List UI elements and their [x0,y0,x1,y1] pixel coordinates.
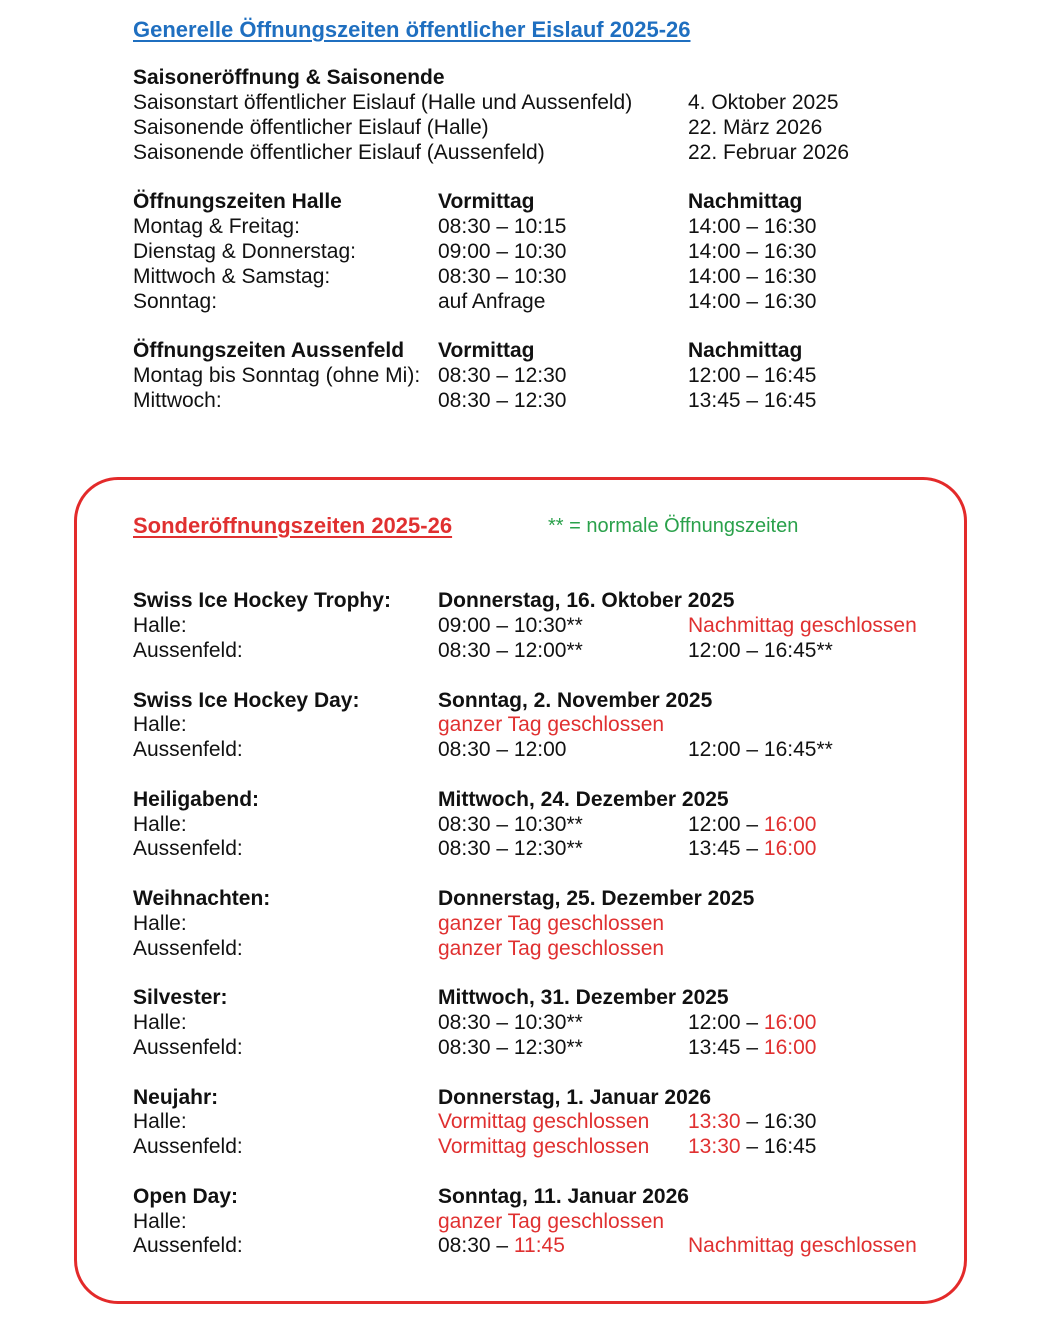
halle-afternoon: 14:00 – 16:30 [688,240,817,263]
afternoon-end-changed: 16:00 [763,813,817,836]
afternoon-end-changed: 16:00 [763,837,817,860]
event-name: Open Day: [133,1185,239,1208]
event-name: Weihnachten: [133,887,271,910]
aussenfeld-day: Mittwoch: [133,389,222,412]
season-row-value: 22. März 2026 [688,116,823,139]
halle-morning: 09:00 – 10:30 [438,240,567,263]
halle-closed: ganzer Tag geschlossen [438,713,665,736]
season-row-label: Saisonstart öffentlicher Eislauf (Halle und Aussenfeld) [133,91,633,114]
afternoon-end-changed: 16:00 [763,1011,817,1034]
halle-morning: 09:00 – 10:30** [438,614,583,637]
aussenfeld-afternoon: 12:00 – 16:45 [688,364,817,387]
halle-col-afternoon: Nachmittag [688,190,803,213]
legend-note: ** = normale Öffnungszeiten [548,515,799,537]
halle-label: Halle: [133,614,187,637]
event-date: Mittwoch, 24. Dezember 2025 [438,788,729,811]
afternoon-start: 13:45 – [688,837,764,860]
afternoon-start-changed: 13:30 [688,1110,741,1133]
halle-label: Halle: [133,713,187,736]
general-title: Generelle Öffnungszeiten öffentlicher Eislauf 2025-26 [133,17,691,42]
morning-start: 08:30 – [438,1234,514,1257]
aussenfeld-afternoon [688,1134,816,1159]
season-row-label: Saisonende öffentlicher Eislauf (Aussenfeld) [133,141,545,164]
aussenfeld-closed: ganzer Tag geschlossen [438,937,665,960]
season-heading: Saisoneröffnung & Saisonende [133,66,445,89]
afternoon-end-changed: 16:00 [763,1036,817,1059]
aussenfeld-morning [438,1233,565,1258]
afternoon-start-changed: 13:30 [688,1135,741,1158]
aussenfeld-morning: 08:30 – 12:30 [438,364,567,387]
halle-col-morning: Vormittag [438,190,535,213]
aussenfeld-afternoon [688,1035,816,1060]
halle-day: Sonntag: [133,290,218,313]
halle-afternoon [688,812,816,837]
aussenfeld-morning: 08:30 – 12:30** [438,837,583,860]
halle-closed: ganzer Tag geschlossen [438,1210,665,1233]
aussenfeld-afternoon: 12:00 – 16:45** [688,738,833,761]
event-name: Silvester: [133,986,228,1009]
aussenfeld-col-morning: Vormittag [438,339,535,362]
aussenfeld-label: Aussenfeld: [133,738,243,761]
aussenfeld-col-afternoon: Nachmittag [688,339,803,362]
afternoon-start: 12:00 – [688,1011,764,1034]
halle-afternoon [688,1010,816,1035]
halle-morning: auf Anfrage [438,290,546,313]
halle-morning: 08:30 – 10:30** [438,1011,583,1034]
halle-day: Montag & Freitag: [133,215,300,238]
halle-morning-closed: Vormittag geschlossen [438,1110,650,1133]
aussenfeld-afternoon [688,836,816,861]
aussenfeld-morning: 08:30 – 12:00 [438,738,567,761]
aussenfeld-morning: 08:30 – 12:30** [438,1036,583,1059]
afternoon-end: – 16:45 [740,1135,817,1158]
aussenfeld-day: Montag bis Sonntag (ohne Mi): [133,364,421,387]
aussenfeld-label: Aussenfeld: [133,1135,243,1158]
special-title: Sonderöffnungszeiten 2025-26 [133,513,453,538]
event-date: Donnerstag, 1. Januar 2026 [438,1086,712,1109]
aussenfeld-label: Aussenfeld: [133,1234,243,1257]
halle-heading: Öffnungszeiten Halle [133,190,342,213]
morning-end-changed: 11:45 [513,1234,565,1257]
halle-label: Halle: [133,1110,187,1133]
season-row-value: 4. Oktober 2025 [688,91,839,114]
halle-morning: 08:30 – 10:30 [438,265,567,288]
halle-afternoon: 14:00 – 16:30 [688,215,817,238]
halle-label: Halle: [133,813,187,836]
halle-morning: 08:30 – 10:15 [438,215,567,238]
halle-label: Halle: [133,1011,187,1034]
aussenfeld-label: Aussenfeld: [133,1036,243,1059]
afternoon-start: 13:45 – [688,1036,764,1059]
event-name: Neujahr: [133,1086,219,1109]
aussenfeld-afternoon: 13:45 – 16:45 [688,389,817,412]
season-row-label: Saisonende öffentlicher Eislauf (Halle) [133,116,489,139]
aussenfeld-heading: Öffnungszeiten Aussenfeld [133,339,405,362]
aussenfeld-morning: 08:30 – 12:30 [438,389,567,412]
event-date: Donnerstag, 25. Dezember 2025 [438,887,755,910]
aussenfeld-label: Aussenfeld: [133,639,243,662]
halle-afternoon: 14:00 – 16:30 [688,265,817,288]
halle-afternoon-closed: Nachmittag geschlossen [688,614,917,637]
afternoon-end: – 16:30 [740,1110,817,1133]
halle-afternoon: 14:00 – 16:30 [688,290,817,313]
event-name: Swiss Ice Hockey Day: [133,689,360,712]
event-date: Sonntag, 11. Januar 2026 [438,1185,689,1208]
aussenfeld-morning-closed: Vormittag geschlossen [438,1135,650,1158]
halle-closed: ganzer Tag geschlossen [438,912,665,935]
halle-morning: 08:30 – 10:30** [438,813,583,836]
event-date: Donnerstag, 16. Oktober 2025 [438,589,735,612]
aussenfeld-afternoon: 12:00 – 16:45** [688,639,833,662]
aussenfeld-morning: 08:30 – 12:00** [438,639,583,662]
aussenfeld-afternoon-closed: Nachmittag geschlossen [688,1234,917,1257]
event-name: Swiss Ice Hockey Trophy: [133,589,391,612]
halle-day: Dienstag & Donnerstag: [133,240,356,263]
halle-label: Halle: [133,912,187,935]
halle-day: Mittwoch & Samstag: [133,265,331,288]
event-date: Mittwoch, 31. Dezember 2025 [438,986,729,1009]
aussenfeld-label: Aussenfeld: [133,937,243,960]
afternoon-start: 12:00 – [688,813,764,836]
event-name: Heiligabend: [133,788,260,811]
event-date: Sonntag, 2. November 2025 [438,689,713,712]
aussenfeld-label: Aussenfeld: [133,837,243,860]
halle-afternoon [688,1109,816,1134]
halle-label: Halle: [133,1210,187,1233]
season-row-value: 22. Februar 2026 [688,141,850,164]
